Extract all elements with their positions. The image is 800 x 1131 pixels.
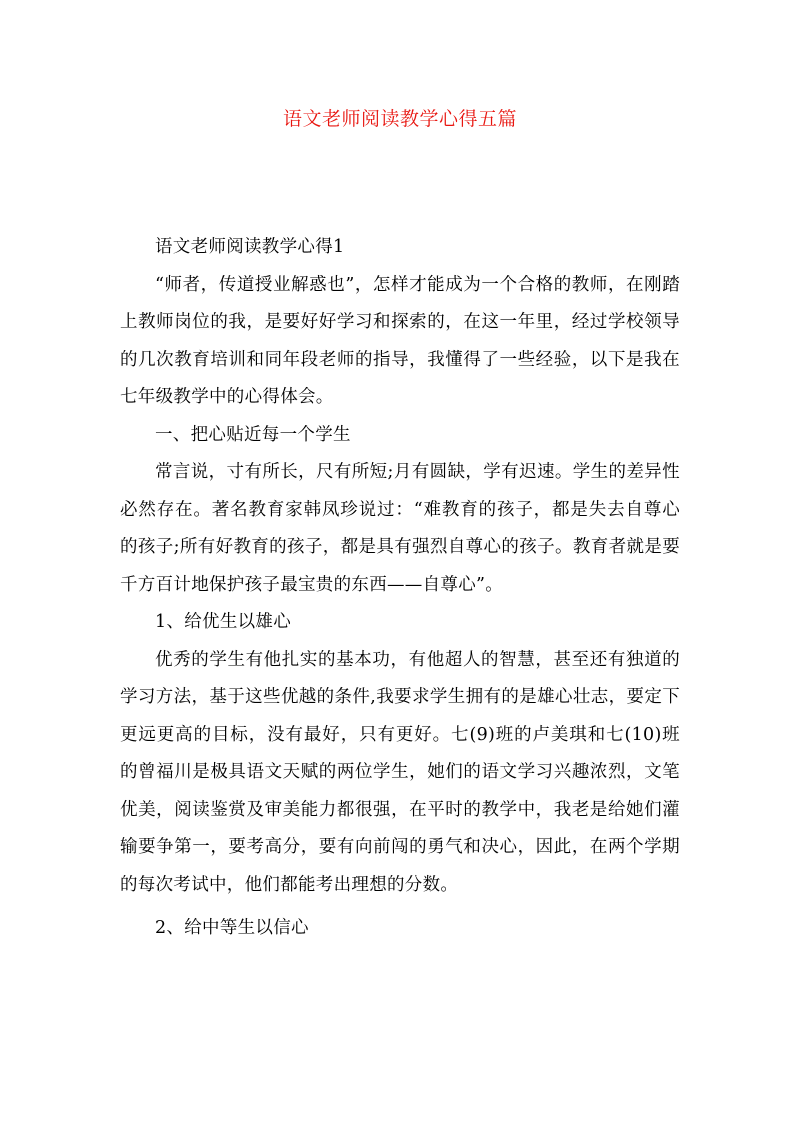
subheading-1: 一、把心贴近每一个学生 bbox=[155, 424, 351, 445]
paragraph-3: 优秀的学生有他扎实的基本功，有他超人的智慧，甚至还有独道的学习方法，基于这些优越的条件,我要求学生拥有的是雄心壮志，要定下更远更高的目标，没有最好，只有更好。七(9)班的卢美琪和七(10)班的曾福川是极具语文天赋的两位学生，她们的语文学习兴趣浓烈，文笔优美，阅读鉴赏及审美能力都很强，在平时的教学中，我老是给她们灌输要争第一，要考高分，要有向前闯的勇气和决心，因此，在两个学期的每次考试中，他们都能考出理想的分数。 bbox=[120, 649, 680, 895]
subheading-1-2: 2、给中等生以信心 bbox=[155, 918, 309, 938]
subheading-1-1: 1、给优生以雄心 bbox=[155, 612, 292, 632]
section-heading-1: 语文老师阅读教学心得1 bbox=[155, 237, 345, 257]
paragraph-2: 常言说，寸有所长，尺有所短;月有圆缺，学有迟速。学生的差异性必然存在。著名教育家韩凤珍说过：“难教育的孩子，都是失去自尊心的孩子;所有好教育的孩子，都是具有强烈自尊心的孩子。教育者就是要千方百计地保护孩子最宝贵的东西——自尊心”。 bbox=[120, 462, 680, 595]
document-body bbox=[120, 229, 680, 948]
paragraph-intro: “师者，传道授业解惑也”，怎样才能成为一个合格的教师，在刚踏上教师岗位的我，是要好好学习和探索的，在这一年里，经过学校领导的几次教育培训和同年段老师的指导，我懂得了一些经验，以下是我在七年级教学中的心得体会。 bbox=[120, 274, 680, 407]
document-title: 语文老师阅读教学心得五篇 bbox=[282, 108, 517, 130]
